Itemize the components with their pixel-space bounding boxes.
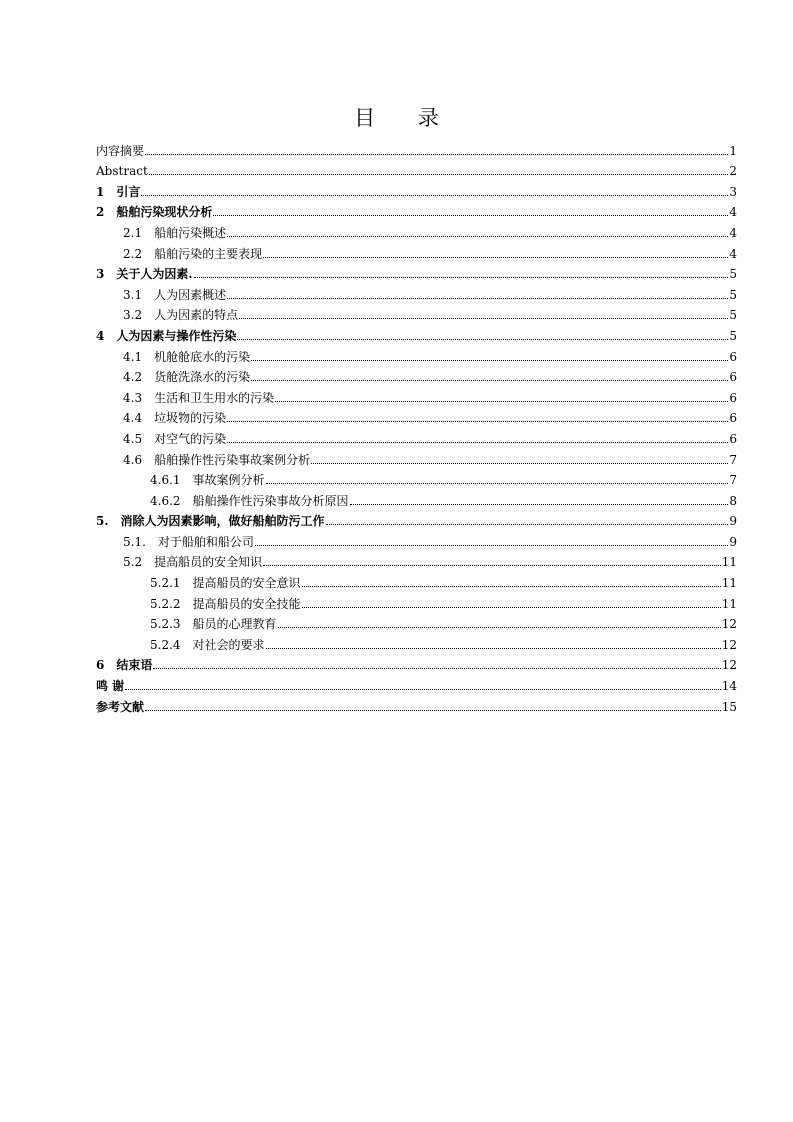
toc-entry-label [96,679,124,693]
toc-entry-text: 内容摘要 [96,143,145,158]
toc-entry-number: 5.2.1 [150,576,181,591]
toc-entry-text: 生活和卫生用水的污染 [154,390,275,405]
toc-entry-label [123,411,226,425]
toc-entry-page: 1 [729,143,737,158]
table-of-contents [96,137,737,714]
toc-entry[interactable] [96,137,737,158]
toc-entry[interactable] [96,569,737,590]
toc-entry-text: 船舶污染概述 [154,225,227,240]
toc-leader-dots [149,173,729,175]
toc-entry-number: 5. [96,514,109,529]
toc-entry-number: 2 [96,205,105,220]
toc-entry-number: 4.6 [123,452,143,467]
toc-entry-page: 11 [721,555,737,570]
toc-entry-number: 2.2 [123,246,143,261]
toc-entry-label [123,370,250,384]
toc-entry[interactable] [96,508,737,529]
toc-entry-text: Abstract [96,164,148,179]
toc-entry-text: 对社会的要求 [192,637,265,652]
toc-leader-dots [213,214,728,216]
toc-entry-page: 6 [729,411,737,426]
toc-entry-label [96,514,325,528]
toc-entry[interactable] [96,611,737,632]
toc-entry[interactable] [96,631,737,652]
toc-entry-text: 消除人为因素影响，做好船舶防污工作 [120,514,325,529]
toc-entry[interactable] [96,219,737,240]
toc-leader-dots [145,153,728,155]
toc-leader-dots [302,606,721,608]
toc-entry-number: 6 [96,658,105,673]
toc-leader-dots [263,564,721,566]
toc-entry-text: 人为因素概述 [154,287,227,302]
toc-leader-dots [255,544,728,546]
toc-entry-page: 9 [729,514,737,529]
toc-entry-page: 5 [729,328,737,343]
toc-entry-page: 15 [721,699,737,714]
toc-entry-number: 4.4 [123,411,143,426]
toc-entry-page: 9 [729,534,737,549]
toc-entry[interactable] [96,384,737,405]
toc-entry[interactable] [96,590,737,611]
toc-leader-dots [326,523,729,525]
toc-entry-page: 12 [721,617,737,632]
toc-entry[interactable] [96,467,737,488]
toc-entry-label [150,576,301,590]
toc-entry-label [123,350,250,364]
toc-entry[interactable] [96,158,737,179]
toc-leader-dots [251,379,728,381]
toc-entry[interactable] [96,343,737,364]
toc-entry-number: 5.1. [123,534,146,549]
toc-entry-page: 12 [721,658,737,673]
toc-entry-number: 4.3 [123,390,143,405]
toc-entry-label [123,226,226,240]
toc-entry-page: 6 [729,370,737,385]
toc-leader-dots [263,256,728,258]
toc-entry-page: 2 [729,164,737,179]
toc-leader-dots [141,194,728,196]
toc-leader-dots [125,688,721,690]
toc-leader-dots [227,235,728,237]
toc-entry[interactable] [96,240,737,261]
toc-entry[interactable] [96,652,737,673]
toc-leader-dots [145,709,721,711]
toc-leader-dots [237,338,728,340]
toc-leader-dots [251,359,728,361]
toc-entry-page: 5 [729,287,737,302]
toc-entry-page: 6 [729,390,737,405]
toc-entry-number: 4 [96,328,105,343]
toc-entry-number: 4.6.1 [150,473,181,488]
toc-entry[interactable] [96,178,737,199]
toc-leader-dots [278,626,721,628]
toc-entry-label [150,617,277,631]
toc-entry[interactable] [96,693,737,714]
toc-entry-label [150,494,349,508]
toc-entry-label [123,453,310,467]
toc-entry-page: 5 [729,267,737,282]
toc-entry-text: 关于人为因素. [116,267,193,282]
toc-entry[interactable] [96,405,737,426]
toc-entry-text: 结束语 [116,658,153,673]
toc-entry[interactable] [96,322,737,343]
toc-leader-dots [239,317,728,319]
toc-entry-label [150,597,301,611]
toc-leader-dots [266,482,729,484]
toc-entry-text: 垃圾物的污染 [154,411,227,426]
toc-entry-page: 6 [729,431,737,446]
toc-entry-text: 货舱洗涤水的污染 [154,370,251,385]
toc-leader-dots [227,420,728,422]
toc-entry-label [123,432,226,446]
toc-entry-label [123,535,254,549]
toc-leader-dots [227,297,728,299]
toc-entry-text: 人为因素的特点 [154,308,239,323]
toc-entry[interactable] [96,364,737,385]
toc-entry-label [96,144,144,158]
toc-entry-text: 船员的心理教育 [192,617,277,632]
toc-entry-page: 4 [729,205,737,220]
toc-entry-page: 12 [721,637,737,652]
toc-entry-page: 7 [729,473,737,488]
toc-entry-number: 4.5 [123,431,143,446]
toc-entry-page: 6 [729,349,737,364]
toc-entry[interactable] [96,281,737,302]
toc-leader-dots [266,647,721,649]
toc-entry-text: 船舶污染的主要表现 [154,246,263,261]
toc-entry[interactable] [96,487,737,508]
toc-entry-page: 3 [729,184,737,199]
toc-entry-label [96,205,212,219]
toc-leader-dots [311,462,728,464]
toc-entry-page: 5 [729,308,737,323]
toc-entry-text: 船舶操作性污染事故分析原因 [192,493,349,508]
toc-entry-number: 2.1 [123,225,143,240]
toc-entry[interactable] [96,446,737,467]
toc-entry[interactable] [96,672,737,693]
toc-entry-number: 3 [96,267,105,282]
toc-entry-label [123,391,274,405]
toc-entry-text: 事故案例分析 [192,473,265,488]
toc-entry-label [96,164,148,178]
toc-entry-number: 3.1 [123,287,143,302]
toc-entry-label [96,267,193,281]
toc-entry-page: 4 [729,246,737,261]
toc-entry-page: 7 [729,452,737,467]
toc-entry-number: 4.1 [123,349,143,364]
toc-entry-label [96,700,144,714]
toc-entry-text: 机舱舱底水的污染 [154,349,251,364]
toc-entry-label [123,288,226,302]
toc-entry[interactable] [96,199,737,220]
toc-entry-label [96,329,236,343]
toc-leader-dots [275,400,728,402]
toc-entry-text: 船舶污染现状分析 [116,205,213,220]
toc-entry-number: 5.2 [123,555,143,570]
toc-entry-page: 14 [721,679,737,694]
toc-entry-label [123,308,238,322]
toc-entry-text: 提高船员的安全意识 [192,576,301,591]
toc-leader-dots [302,585,721,587]
toc-leader-dots [350,503,729,505]
toc-entry-label [123,555,262,569]
toc-leader-dots [227,441,728,443]
toc-entry-number: 5.2.2 [150,596,181,611]
toc-entry[interactable] [96,425,737,446]
toc-entry[interactable] [96,549,737,570]
toc-entry-label [123,247,262,261]
toc-entry-text: 提高船员的安全知识 [154,555,263,570]
toc-entry-label [96,185,140,199]
toc-leader-dots [194,276,729,278]
toc-entry-text: 提高船员的安全技能 [192,596,301,611]
toc-entry-page: 4 [729,225,737,240]
toc-entry-label [150,638,265,652]
toc-leader-dots [153,667,720,669]
page-title: 目 录 [354,106,457,130]
toc-entry-page: 8 [729,493,737,508]
toc-entry-text: 对于船舶和船公司 [157,534,254,549]
toc-entry-number: 5.2.3 [150,617,181,632]
toc-entry-number: 4.2 [123,370,143,385]
toc-entry-label [150,473,265,487]
toc-entry[interactable] [96,302,737,323]
toc-entry-text: 人为因素与操作性污染 [116,328,237,343]
toc-entry-text: 对空气的污染 [154,431,227,446]
toc-entry-number: 4.6.2 [150,493,181,508]
toc-entry-number: 1 [96,184,105,199]
toc-entry-page: 11 [721,576,737,591]
toc-entry-number: 5.2.4 [150,637,181,652]
toc-entry[interactable] [96,528,737,549]
toc-entry-number: 3.2 [123,308,143,323]
toc-entry-text: 船舶操作性污染事故案例分析 [154,452,311,467]
toc-entry[interactable] [96,261,737,282]
toc-entry-text: 引言 [116,184,141,199]
toc-entry-text: 参考文献 [96,699,145,714]
toc-entry-page: 11 [721,596,737,611]
toc-entry-text: 鸣 谢 [96,679,125,694]
toc-entry-label [96,658,152,672]
